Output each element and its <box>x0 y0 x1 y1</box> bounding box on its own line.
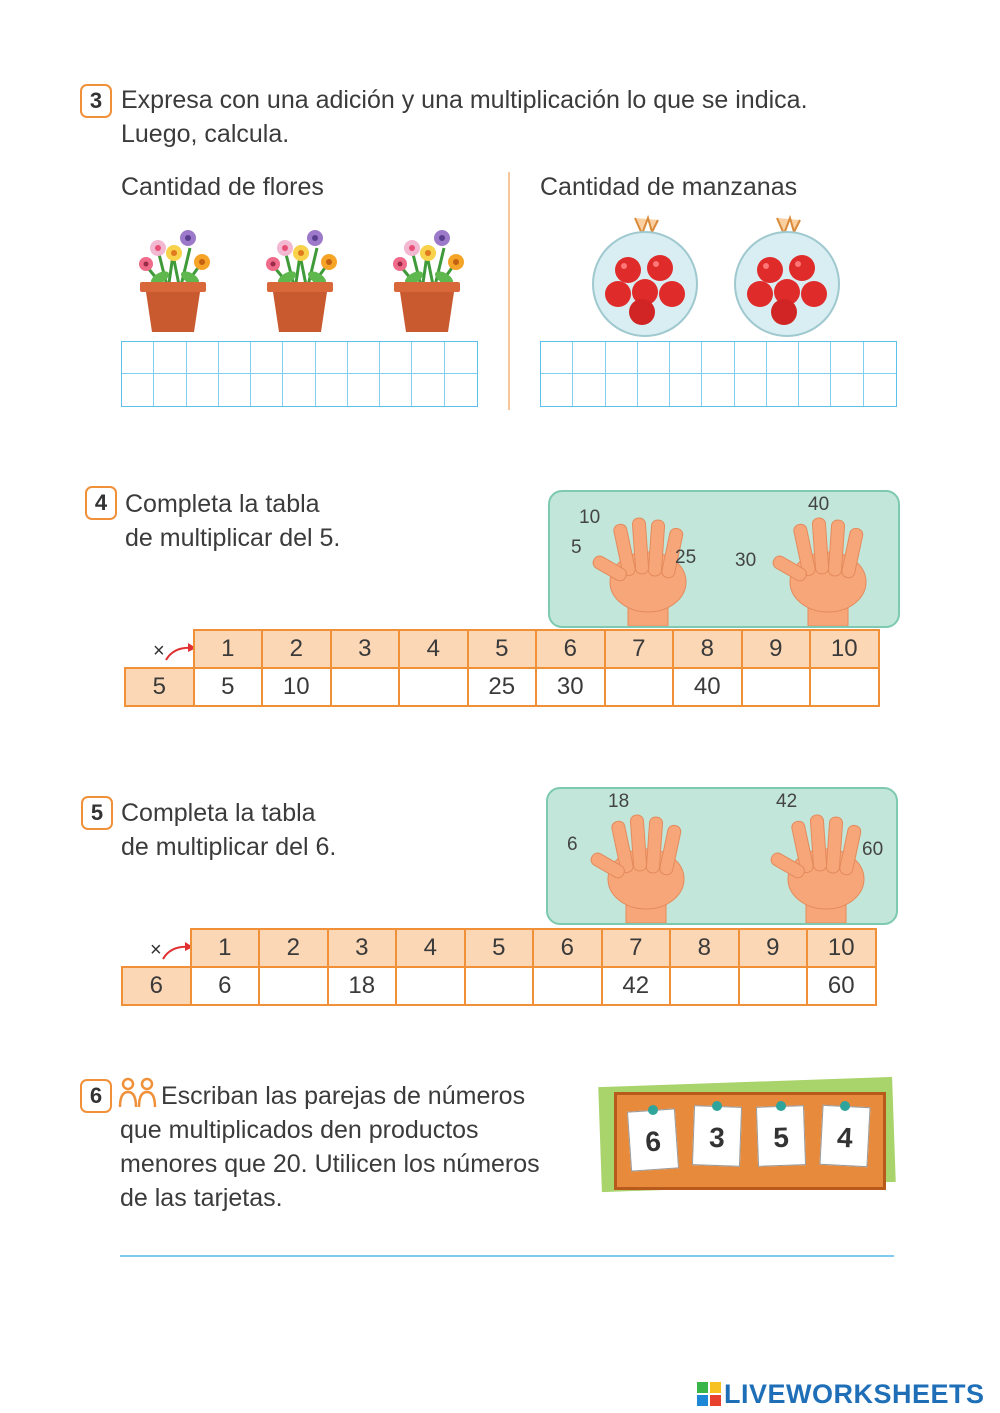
hand-number: 42 <box>776 791 798 812</box>
pin-icon <box>776 1101 786 1111</box>
result-cell: 5 <box>194 668 263 706</box>
exercise-6-instruction-line3: menores que 20. Utilicen los números <box>120 1150 540 1178</box>
apple-bag-icon <box>593 218 697 336</box>
header-cell: 4 <box>396 929 465 967</box>
exercise-6-instruction-line2: que multiplicados den productos <box>120 1116 479 1144</box>
flower-pot-icon <box>139 230 210 332</box>
exercise-3-badge: 3 <box>80 84 112 118</box>
exercise-5-instruction-line2: de multiplicar del 6. <box>121 833 337 861</box>
answer-cell[interactable] <box>399 668 468 706</box>
number-card: 5 <box>756 1105 806 1167</box>
header-cell: 8 <box>670 929 739 967</box>
header-cell: 9 <box>739 929 808 967</box>
header-cell: 10 <box>807 929 876 967</box>
factor-cell: 5 <box>125 668 194 706</box>
answer-cell[interactable] <box>533 967 602 1005</box>
times-symbol: × <box>153 640 165 662</box>
answer-cell[interactable] <box>670 967 739 1005</box>
result-cell: 42 <box>602 967 671 1005</box>
result-cell: 60 <box>807 967 876 1005</box>
hand-number: 40 <box>808 494 830 515</box>
exercise-4-badge: 4 <box>85 486 117 520</box>
hand-number: 6 <box>567 834 578 855</box>
multiplication-table-5 <box>124 629 880 707</box>
exercise-3-instruction-line2: Luego, calcula. <box>121 120 290 148</box>
flower-pots-illustration <box>118 220 478 338</box>
header-cell: 8 <box>673 630 742 668</box>
hand-number: 60 <box>862 839 884 860</box>
logo-icon <box>697 1382 721 1406</box>
apple-bags-illustration <box>590 212 840 340</box>
pin-icon <box>648 1105 658 1115</box>
answer-cell[interactable] <box>605 668 674 706</box>
result-cell: 18 <box>328 967 397 1005</box>
header-cell: 7 <box>602 929 671 967</box>
answer-cell[interactable] <box>465 967 534 1005</box>
header-cell: 4 <box>399 630 468 668</box>
logo-text: LIVEWORKSHEETS <box>724 1378 985 1409</box>
header-cell: 7 <box>605 630 674 668</box>
hand-number: 5 <box>571 537 582 558</box>
section-divider <box>508 172 510 410</box>
exercise-6-instruction-line4: de las tarjetas. <box>120 1184 283 1212</box>
answer-cell[interactable] <box>331 668 400 706</box>
header-cell: 5 <box>465 929 534 967</box>
hand-number: 18 <box>608 791 630 812</box>
number-card: 6 <box>627 1108 679 1171</box>
apples-label: Cantidad de manzanas <box>540 173 798 201</box>
exercise-5-instruction-line1: Completa la tabla <box>121 799 316 827</box>
hands-icon <box>568 807 878 923</box>
number-card: 4 <box>819 1105 870 1167</box>
header-cell: 6 <box>536 630 605 668</box>
header-cell: 5 <box>468 630 537 668</box>
result-cell: 6 <box>191 967 260 1005</box>
hand-number: 10 <box>579 507 601 528</box>
hand-number: 30 <box>735 550 757 571</box>
answer-cell[interactable] <box>259 967 328 1005</box>
result-cell: 10 <box>262 668 331 706</box>
result-cell: 30 <box>536 668 605 706</box>
exercise-5-badge: 5 <box>81 796 113 830</box>
hand-number: 25 <box>675 547 697 568</box>
factor-cell: 6 <box>122 967 191 1005</box>
pair-work-icon <box>118 1077 158 1109</box>
hands-panel-5 <box>548 490 900 628</box>
exercise-6-badge: 6 <box>80 1079 112 1113</box>
pin-icon <box>712 1101 722 1111</box>
header-cell: 2 <box>262 630 331 668</box>
apples-answer-grid[interactable] <box>540 341 897 407</box>
exercise-4-instruction-line1: Completa la tabla <box>125 490 320 518</box>
liveworksheets-logo <box>697 1378 985 1410</box>
header-cell: 1 <box>194 630 263 668</box>
number-card: 3 <box>692 1105 742 1167</box>
exercise-3-instruction-line1: Expresa con una adición y una multiplicación lo que se indica. <box>121 86 808 114</box>
header-cell: 6 <box>533 929 602 967</box>
result-cell: 25 <box>468 668 537 706</box>
answer-cell[interactable] <box>742 668 811 706</box>
result-cell: 40 <box>673 668 742 706</box>
header-cell: 3 <box>331 630 400 668</box>
exercise-6-instruction-line1: Escriban las parejas de números <box>161 1082 526 1110</box>
hands-icon <box>570 510 880 626</box>
flowers-answer-grid[interactable] <box>121 341 478 407</box>
header-cell: 3 <box>328 929 397 967</box>
answer-cell[interactable] <box>810 668 879 706</box>
header-cell: 9 <box>742 630 811 668</box>
exercise-4-instruction-line2: de multiplicar del 5. <box>125 524 341 552</box>
hands-panel-6 <box>546 787 898 925</box>
header-cell: 2 <box>259 929 328 967</box>
answer-line[interactable] <box>120 1255 894 1257</box>
times-symbol: × <box>150 939 162 961</box>
answer-cell[interactable] <box>739 967 808 1005</box>
answer-cell[interactable] <box>396 967 465 1005</box>
header-cell: 10 <box>810 630 879 668</box>
flowers-label: Cantidad de flores <box>121 173 324 201</box>
multiplication-table-6 <box>121 928 877 1006</box>
header-cell: 1 <box>191 929 260 967</box>
pin-icon <box>840 1101 850 1111</box>
